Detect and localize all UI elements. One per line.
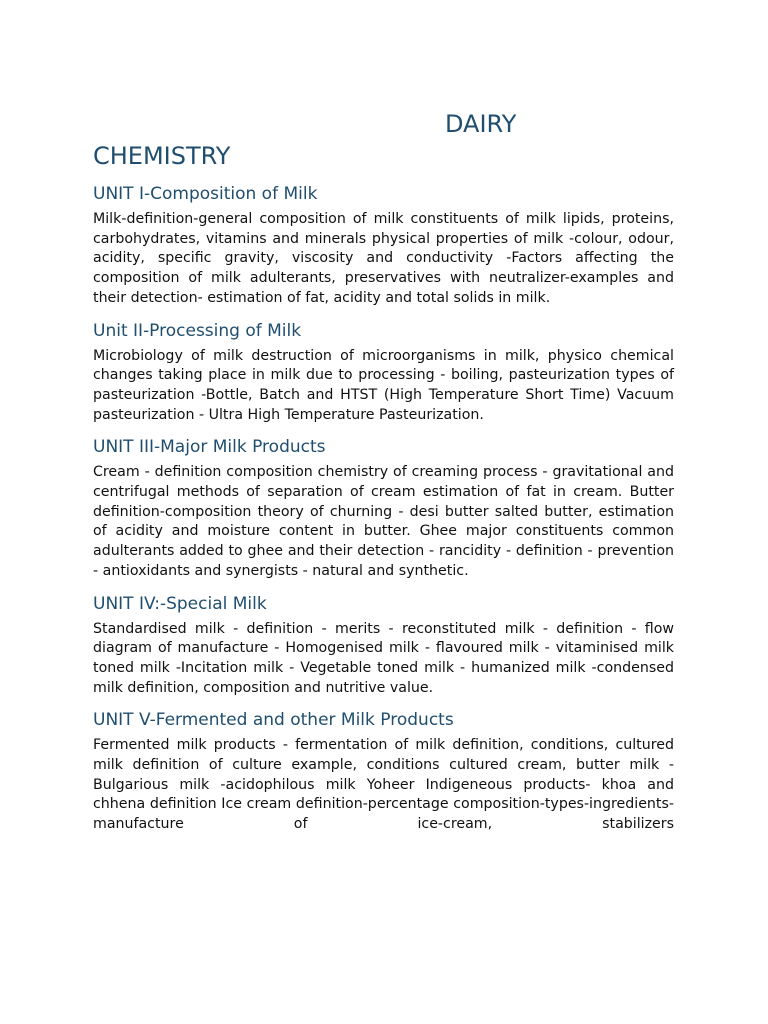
- unit-2-heading: Unit II-Processing of Milk: [93, 320, 302, 341]
- page-title: [93, 108, 674, 172]
- document-page: [93, 108, 674, 835]
- unit-5-section: [93, 709, 674, 835]
- title-line-1: DAIRY: [445, 110, 517, 138]
- unit-3-body: Cream - definition composition chemistry of creaming process - gravitational and centrifugal methods of separation of cream estimation of fat in cream. Butter definition-composition theory of churning - desi butter salted butter, estimation of acidity and moisture content in butter. Ghee major constituents common adulterants added to ghee and their detection - rancidity - definition - prevention - antioxidants and synergists - natural and synthetic.: [93, 464, 674, 579]
- unit-3-heading: UNIT III-Major Milk Products: [93, 437, 326, 458]
- unit-5-body: Fermented milk products - fermentation of milk definition, conditions, cultured milk definition of culture example, conditions cultured cream, butter milk -Bulgarious milk -acidophilous milk Yoheer Indigeneous products- khoa and chhena definition Ice cream definition-percentage composition-types-ingredients-manufacture of ice-cream, stabilizers: [93, 737, 674, 833]
- unit-2-section: [93, 320, 674, 426]
- unit-1-body: Milk-definition-general composition of milk constituents of milk lipids, proteins, carbohydrates, vitamins and minerals physical properties of milk -colour, odour, acidity, specific gravity, viscosity and conductivity -Factors affecting the composition of milk adulterants, preservatives with neutralizer-examples and their detection- estimation of fat, acidity and total solids in milk.: [93, 211, 674, 306]
- unit-5-heading: UNIT V-Fermented and other Milk Products: [93, 710, 454, 731]
- unit-2-body: Microbiology of milk destruction of microorganisms in milk, physico chemical changes taking place in milk due to processing - boiling, pasteurization types of pasteurization -Bottle, Batch and HTST (High Temperature Short Time) Vacuum pasteurization - Ultra High Temperature Pasteurization.: [93, 347, 674, 423]
- unit-3-section: [93, 436, 674, 581]
- unit-4-section: [93, 593, 674, 699]
- unit-1-section: [93, 183, 674, 309]
- unit-4-body: Standardised milk - definition - merits - reconstituted milk - definition - flow diagram of manufacture - Homogenised milk - flavoured milk - vitaminised milk toned milk -Incitation milk - Vegetable toned milk - humanized milk -condensed milk definition, composition and nutritive value.: [93, 620, 674, 696]
- unit-4-heading: UNIT IV:-Special Milk: [93, 593, 267, 614]
- title-line-2: CHEMISTRY: [93, 142, 231, 170]
- unit-1-heading: UNIT I-Composition of Milk: [93, 184, 318, 204]
